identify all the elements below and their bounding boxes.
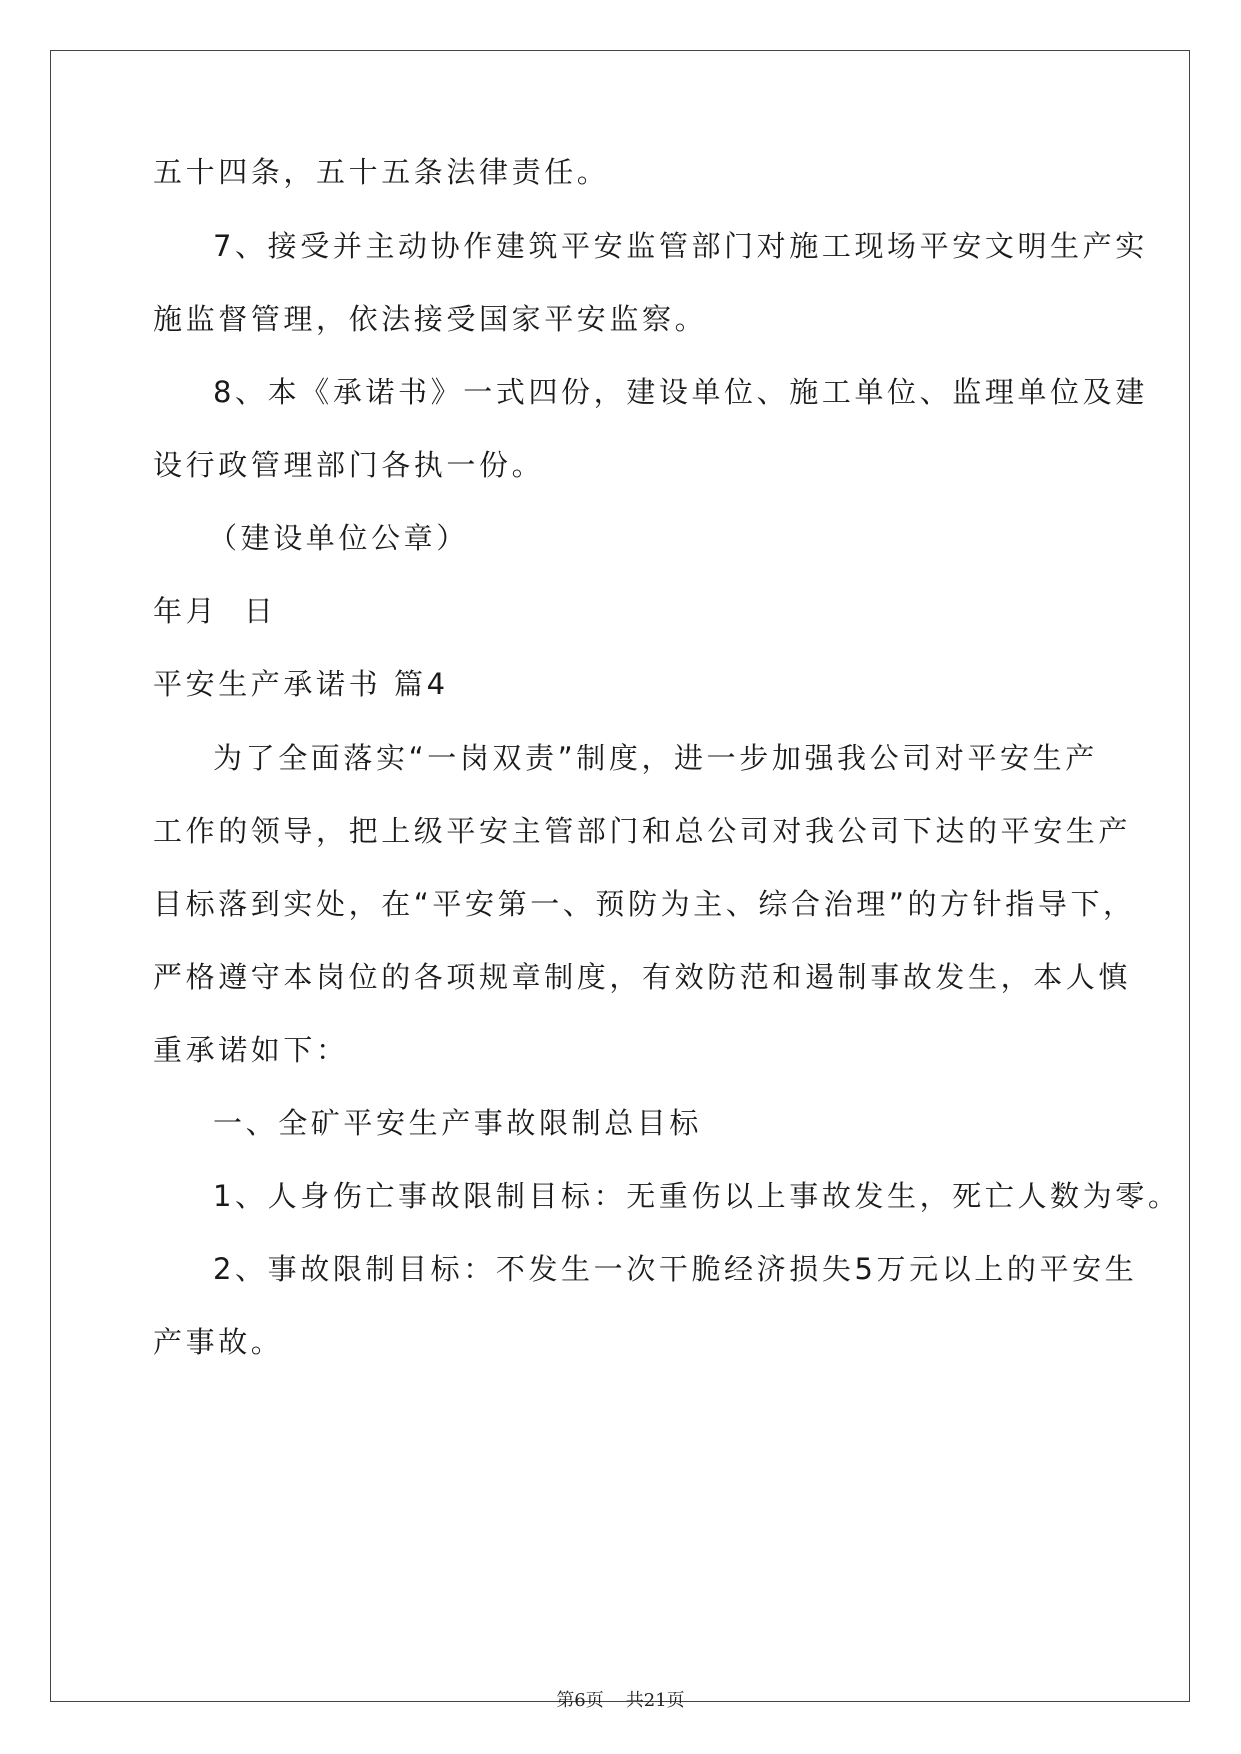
text-line: 7、接受并主动协作建筑平安监管部门对施工现场平安文明生产实 (213, 229, 1148, 263)
text-line: 为了全面落实“一岗双责”制度，进一步加强我公司对平安生产 (213, 741, 1098, 775)
text-line: 产事故。 (153, 1325, 284, 1359)
page-number: 第6页 (556, 1690, 604, 1711)
text-line: 8、本《承诺书》一式四份，建设单位、施工单位、监理单位及建 (213, 375, 1148, 409)
section-heading: 平安生产承诺书 篇4 (153, 667, 449, 701)
text-line: 严格遵守本岗位的各项规章制度，有效防范和遏制事故发生，本人慎 (153, 960, 1132, 994)
text-line: 工作的领导，把上级平安主管部门和总公司对我公司下达的平安生产 (153, 814, 1132, 848)
text-line: （建设单位公章） (208, 521, 469, 555)
text-line: 施监督管理，依法接受国家平安监察。 (153, 302, 708, 336)
text-line: 2、事故限制目标：不发生一次干脆经济损失5万元以上的平安生 (213, 1252, 1138, 1286)
text-line: 1、人身伤亡事故限制目标：无重伤以上事故发生，死亡人数为零。 (213, 1179, 1181, 1213)
page-border (50, 50, 1190, 1702)
text-line: 五十四条，五十五条法律责任。 (153, 155, 610, 189)
text-line: 重承诺如下： (153, 1033, 349, 1067)
text-line: 一、全矿平安生产事故限制总目标 (213, 1106, 703, 1140)
page-footer (0, 1692, 1241, 1710)
text-line: 目标落到实处，在“平安第一、预防为主、综合治理”的方针指导下， (153, 887, 1136, 921)
page-total: 共21页 (625, 1690, 685, 1711)
text-line: 设行政管理部门各执一份。 (153, 448, 545, 482)
text-line: 年月 日 (153, 594, 277, 628)
